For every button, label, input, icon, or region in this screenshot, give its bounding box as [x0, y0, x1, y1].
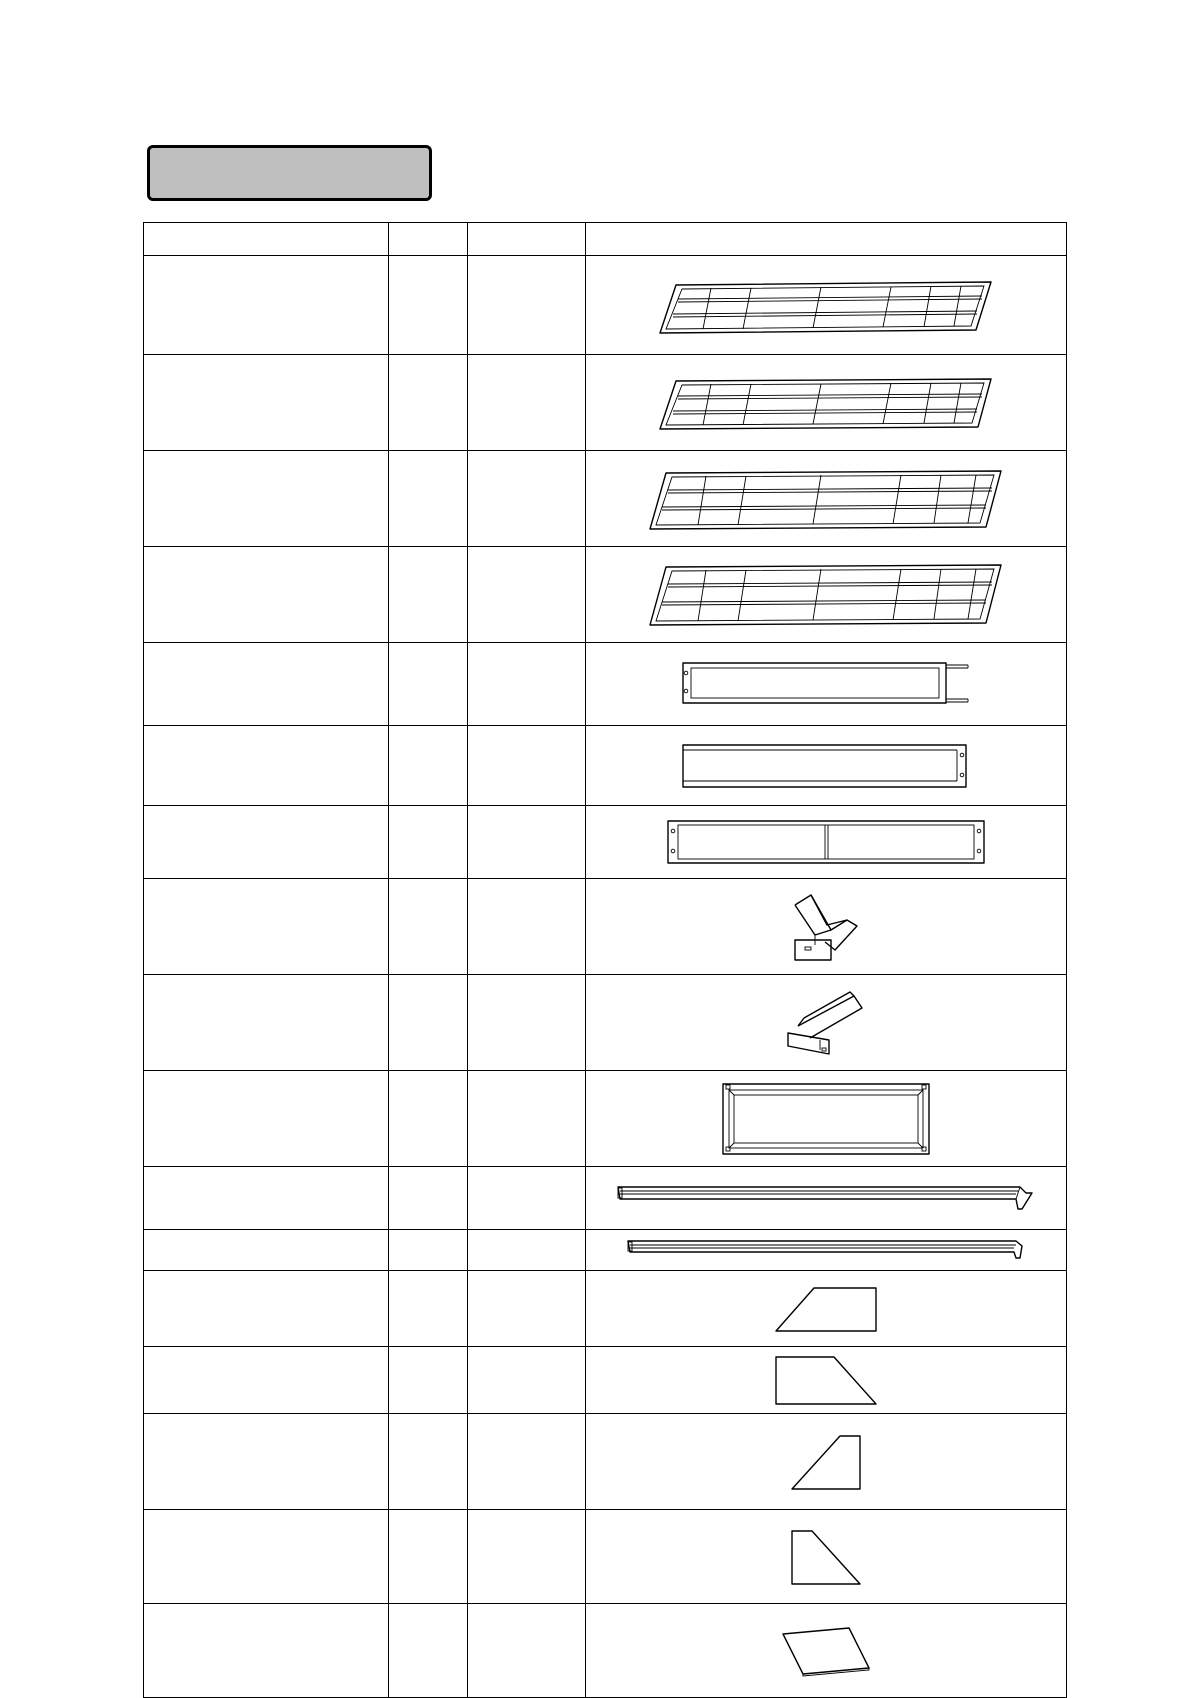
part-name-cell [144, 1230, 389, 1271]
part-name-cell [144, 1414, 389, 1510]
table-row [144, 1510, 1067, 1604]
code-cell [468, 1230, 586, 1271]
quantity-cell [389, 1347, 468, 1414]
code-cell [468, 355, 586, 451]
flat-plate-icon [781, 1626, 871, 1676]
quantity-cell [389, 1510, 468, 1604]
corner-bracket-icon [791, 890, 861, 964]
quantity-cell [389, 1071, 468, 1167]
part-name-cell [144, 1071, 389, 1167]
code-cell [468, 975, 586, 1071]
part-name-cell [144, 547, 389, 643]
code-cell [468, 643, 586, 726]
part-name-cell [144, 643, 389, 726]
code-cell [468, 451, 586, 547]
table-row [144, 806, 1067, 879]
code-cell [468, 879, 586, 975]
table-row [144, 547, 1067, 643]
code-cell [468, 1271, 586, 1347]
table-row [144, 1167, 1067, 1230]
code-cell [468, 806, 586, 879]
code-cell [468, 1071, 586, 1167]
quantity-cell [389, 643, 468, 726]
code-cell [468, 256, 586, 355]
quantity-cell [389, 879, 468, 975]
part-name-cell [144, 726, 389, 806]
table-row [144, 1271, 1067, 1347]
long-rail-icon [616, 1183, 1036, 1213]
code-cell [468, 1510, 586, 1604]
quantity-cell [389, 806, 468, 879]
part-name-cell [144, 975, 389, 1071]
code-cell [468, 547, 586, 643]
table-row [144, 643, 1067, 726]
table-row [144, 879, 1067, 975]
table-row [144, 975, 1067, 1071]
header-quantity [389, 223, 468, 256]
quantity-cell [389, 726, 468, 806]
part-name-cell [144, 1167, 389, 1230]
quantity-cell [389, 451, 468, 547]
table-row [144, 355, 1067, 451]
quantity-cell [389, 1271, 468, 1347]
grille-panel-icon [656, 373, 996, 433]
corner-bracket-icon [784, 988, 868, 1058]
grille-panel-icon [656, 275, 996, 335]
code-cell [468, 1414, 586, 1510]
header-part-name [144, 223, 389, 256]
header-illustration [586, 223, 1067, 256]
parts-list-table [143, 222, 1067, 1698]
part-name-cell [144, 1510, 389, 1604]
table-row [144, 1347, 1067, 1414]
table-row [144, 451, 1067, 547]
part-name-cell [144, 355, 389, 451]
quantity-cell [389, 1604, 468, 1698]
section-title-box [147, 145, 432, 201]
quantity-cell [389, 975, 468, 1071]
grille-panel-icon [646, 467, 1006, 531]
part-name-cell [144, 1271, 389, 1347]
split-panel-icon [666, 819, 986, 865]
part-name-cell [144, 879, 389, 975]
code-cell [468, 1167, 586, 1230]
code-cell [468, 1604, 586, 1698]
table-row [144, 726, 1067, 806]
base-frame-icon [721, 1082, 931, 1156]
channel-bar-icon [681, 743, 971, 789]
table-row [144, 1071, 1067, 1167]
quantity-cell [389, 1230, 468, 1271]
trapezoid-plate-icon [774, 1285, 878, 1333]
part-name-cell [144, 806, 389, 879]
part-name-cell [144, 1604, 389, 1698]
frame-rail-icon [681, 661, 971, 707]
part-name-cell [144, 451, 389, 547]
table-row [144, 1414, 1067, 1510]
part-name-cell [144, 256, 389, 355]
table-row [144, 1230, 1067, 1271]
long-rail-icon [626, 1238, 1026, 1262]
quantity-cell [389, 547, 468, 643]
grille-panel-icon [646, 563, 1006, 627]
table-row [144, 256, 1067, 355]
trapezoid-plate-icon [774, 1354, 878, 1406]
code-cell [468, 1347, 586, 1414]
triangle-plate-icon [790, 1433, 862, 1491]
quantity-cell [389, 355, 468, 451]
quantity-cell [389, 256, 468, 355]
quantity-cell [389, 1167, 468, 1230]
code-cell [468, 726, 586, 806]
quantity-cell [389, 1414, 468, 1510]
table-row [144, 1604, 1067, 1698]
part-name-cell [144, 1347, 389, 1414]
triangle-plate-icon [790, 1528, 862, 1586]
table-header-row [144, 223, 1067, 256]
header-code [468, 223, 586, 256]
